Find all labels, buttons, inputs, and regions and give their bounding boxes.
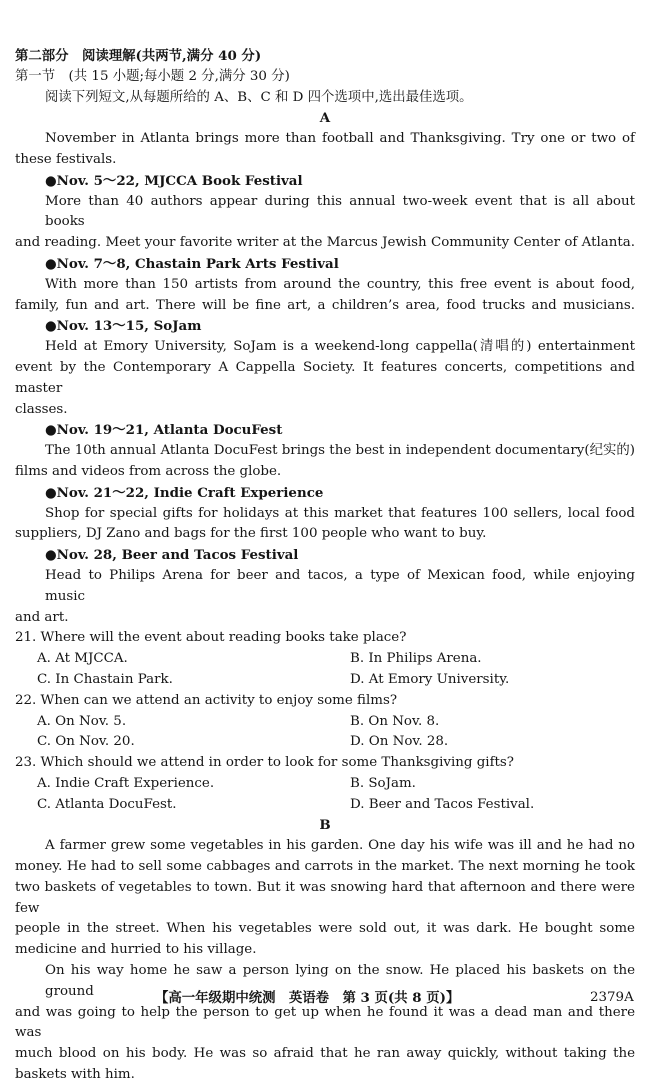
question-22 [15,691,635,753]
event-text-line: More than 40 authors appear during this annual two-week event that is all about books [45,193,635,230]
option-a: A. At MJCCA. [37,651,128,667]
question-stem: 22. When can we attend an activity to enjoy some films? [15,692,397,708]
event-heading: ●Nov. 19～21, Atlanta DocuFest [45,422,283,439]
paragraph-line: much blood on his body. He was so afraid that he ran away quickly, without taking the [15,1046,635,1062]
option-row [15,649,635,670]
event-arts-festival [15,254,635,316]
option-a: A. Indie Craft Experience. [37,775,215,791]
option-row [15,795,635,816]
event-heading: ●Nov. 7～8, Chastain Park Arts Festival [45,255,339,272]
event-sojam [15,316,635,420]
option-row [15,670,635,691]
event-text-line: and reading. Meet your favorite writer at the Marcus Jewish Community Center of Atlanta. [15,235,635,251]
option-b: B. In Philips Arena. [350,651,482,667]
event-craft-experience [15,483,635,545]
paragraph-line: On his way home he saw a person lying on the snow. He placed his baskets on the ground [45,963,635,999]
passage-a-intro-line: November in Atlanta brings more than football and Thanksgiving. Try one or two of [45,131,635,147]
option-row [15,774,635,795]
option-b: B. SoJam. [350,775,416,791]
event-text-line: Shop for special gifts for holidays at this market that features 100 sellers, local food [45,505,635,521]
event-text-line: event by the Contemporary A Cappella Society. It features concerts, competitions and master [15,359,635,396]
question-stem: 23. Which should we attend in order to look for some Thanksgiving gifts? [15,755,514,771]
question-21 [15,628,635,690]
event-heading: ●Nov. 28, Beer and Tacos Festival [45,547,299,564]
event-text-line: Held at Emory University, SoJam is a weekend-long cappella(清唱的) entertainment [45,339,635,355]
paragraph-line: baskets with him. [15,1067,135,1083]
passage-b-paragraph-1 [15,836,635,961]
event-heading: ●Nov. 21～22, Indie Craft Experience [45,484,324,501]
exam-page [15,46,635,1086]
passage-b-label: B [319,817,331,834]
paragraph-line: and was going to help the person to get up when he found it was a dead man and there was [15,1004,635,1041]
passage-b-paragraph-2 [15,961,635,1086]
event-book-festival [15,171,635,254]
event-docufest [15,420,635,482]
event-text-line: suppliers, DJ Zano and bags for the first 100 people who want to buy. [15,526,487,542]
passage-a-label: A [319,110,331,127]
event-text-line: With more than 150 artists from around the country, this free event is about food, [45,276,635,292]
event-beer-tacos [15,545,635,628]
event-text-line: The 10th annual Atlanta DocuFest brings the best in independent documentary(纪实的) [45,443,635,459]
question-23 [15,753,635,815]
option-b: B. On Nov. 8. [350,713,440,729]
event-heading: ●Nov. 13～15, SoJam [45,318,202,335]
passage-a-intro-line: these festivals. [15,151,117,167]
option-d: D. Beer and Tacos Festival. [350,796,535,812]
event-text-line: films and videos from across the globe. [15,463,282,479]
option-d: D. At Emory University. [350,671,510,687]
footer-title: 【高一年级期中统测 英语卷 第 3 页(共 8 页)】 [155,990,460,1006]
event-text-line: classes. [15,401,68,417]
event-text-line: family, fun and art. There will be fine art, a children’s area, food trucks and musicians. [15,297,635,313]
section-subtitle: 第一节 (共 15 小题;每小题 2 分,满分 30 分) [15,68,290,84]
event-text-line: and art. [15,609,69,625]
paragraph-line: money. He had to sell some cabbages and carrots in the market. The next morning he took [15,859,635,875]
paragraph-line: people in the street. When his vegetables were sold out, it was dark. He bought some [15,921,635,937]
paragraph-line: two baskets of vegetables to town. But it was snowing hard that afternoon and there were few [15,879,635,916]
event-heading: ●Nov. 5～22, MJCCA Book Festival [45,172,303,189]
option-row [15,732,635,753]
instruction: 阅读下列短文,从每题所给的 A、B、C 和 D 四个选项中,选出最佳选项。 [45,89,473,105]
option-d: D. On Nov. 28. [350,734,449,750]
question-stem: 21. Where will the event about reading books take place? [15,630,407,646]
section-title: 第二部分 阅读理解(共两节,满分 40 分) [15,48,262,64]
option-c: C. In Chastain Park. [37,671,173,687]
paragraph-line: A farmer grew some vegetables in his garden. One day his wife was ill and he had no [45,838,635,854]
option-a: A. On Nov. 5. [37,713,127,729]
event-text-line: Head to Philips Arena for beer and tacos, a type of Mexican food, while enjoying music [45,567,635,604]
option-row [15,712,635,733]
paragraph-line: medicine and hurried to his village. [15,942,257,958]
footer-code: 2379A [590,990,634,1005]
option-c: C. On Nov. 20. [37,734,135,750]
option-c: C. Atlanta DocuFest. [37,796,177,812]
